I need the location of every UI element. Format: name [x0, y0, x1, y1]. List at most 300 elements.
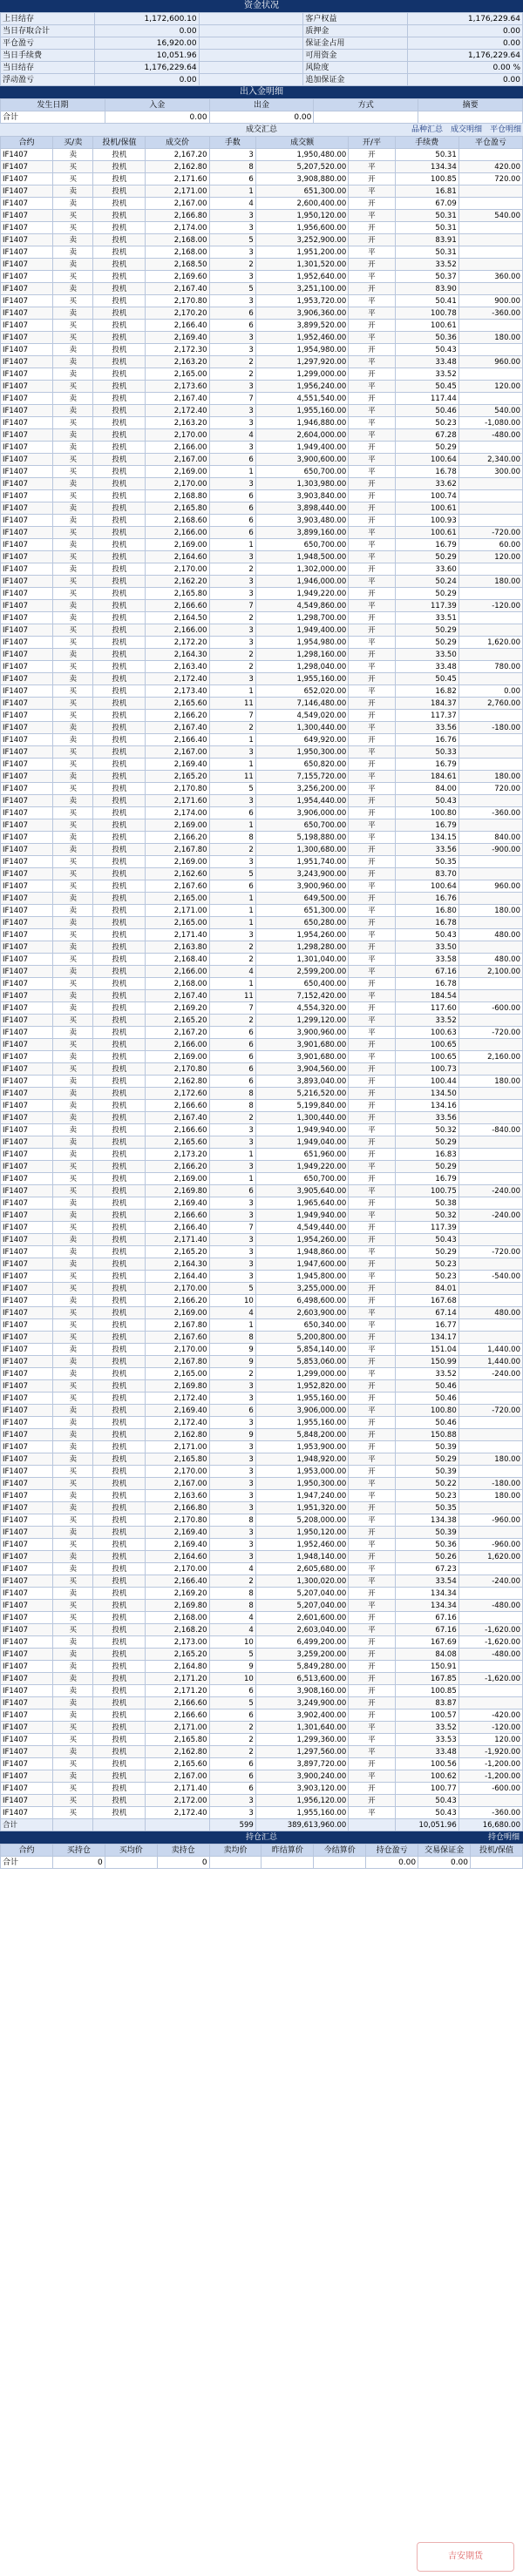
- hold-header: 昨结算价: [262, 1844, 314, 1857]
- trade-row: [1, 1770, 523, 1783]
- trade-cell: 16.77: [395, 1319, 458, 1332]
- trade-row: [1, 356, 523, 368]
- trade-cell: [458, 1502, 522, 1514]
- trade-cell: [458, 588, 522, 600]
- trade-cell: IF1407: [1, 880, 53, 893]
- trade-total-cell: [52, 1819, 93, 1831]
- trade-cell: 4: [209, 429, 255, 442]
- trade-cell: IF1407: [1, 1709, 53, 1722]
- trade-cell: 134.34: [395, 161, 458, 173]
- trade-cell: 167.69: [395, 1636, 458, 1649]
- trade-cell: 投机: [93, 1563, 146, 1575]
- trade-cell: 50.43: [395, 795, 458, 807]
- trade-cell: 3: [209, 637, 255, 649]
- trade-cell: 平: [349, 1307, 395, 1319]
- trade-cell: 投机: [93, 954, 146, 966]
- trade-cell: 卖: [52, 1649, 93, 1661]
- trade-cell: 平: [349, 1563, 395, 1575]
- trade-cell: 33.58: [395, 954, 458, 966]
- trade-cell: 3: [209, 405, 255, 417]
- trade-cell: 平: [349, 1027, 395, 1039]
- trade-cell: 开: [349, 1417, 395, 1429]
- trade-cell: IF1407: [1, 1527, 53, 1539]
- trade-cell: 2,167.20: [146, 149, 209, 161]
- trade-cell: [458, 795, 522, 807]
- trade-cell: 卖: [52, 990, 93, 1002]
- trade-cell: IF1407: [1, 1490, 53, 1502]
- trade-cell: 投机: [93, 1527, 146, 1539]
- trade-total-cell: 389,613,960.00: [255, 1819, 348, 1831]
- trade-cell: 184.37: [395, 698, 458, 710]
- fund-label-2: 风险度: [303, 62, 408, 74]
- trade-row: [1, 819, 523, 832]
- trade-header: 成交价: [146, 137, 209, 149]
- trade-cell: IF1407: [1, 1575, 53, 1588]
- trade-cell: 8: [209, 1588, 255, 1600]
- trade-cell: 买: [52, 1783, 93, 1795]
- trade-cell: 650,700.00: [255, 466, 348, 478]
- trade-cell: 1,948,860.00: [255, 1246, 348, 1258]
- trade-cell: 2,174.00: [146, 807, 209, 819]
- trade-cell: 投机: [93, 307, 146, 320]
- trade-cell: 2,167.00: [146, 454, 209, 466]
- trade-cell: 买: [52, 698, 93, 710]
- trade-cell: 卖: [52, 198, 93, 210]
- trade-cell: 投机: [93, 429, 146, 442]
- fund-value-2: 0.00 %: [408, 62, 523, 74]
- trade-cell: 投机: [93, 990, 146, 1002]
- trade-cell: 1,952,460.00: [255, 1539, 348, 1551]
- trade-cell: [458, 1197, 522, 1210]
- trade-cell: IF1407: [1, 649, 53, 661]
- trade-cell: 3: [209, 1210, 255, 1222]
- trade-row: [1, 929, 523, 941]
- trade-row: [1, 1112, 523, 1124]
- trade-cell: 2,163.20: [146, 417, 209, 429]
- trade-row: [1, 1661, 523, 1673]
- trade-cell: 开: [349, 1636, 395, 1649]
- inout-header: 发生日期: [1, 99, 105, 111]
- trade-cell: 3: [209, 1466, 255, 1478]
- inout-total-cell: 合计: [1, 111, 105, 124]
- fund-row: [1, 13, 523, 25]
- trade-cell: IF1407: [1, 1368, 53, 1380]
- trade-cell: 投机: [93, 1624, 146, 1636]
- trade-cell: 180.00: [458, 905, 522, 917]
- trade-cell: 1,299,000.00: [255, 368, 348, 381]
- trade-cell: 卖: [52, 1527, 93, 1539]
- trade-cell: 1,956,120.00: [255, 1795, 348, 1807]
- trade-cell: 1,300,440.00: [255, 1112, 348, 1124]
- trade-cell: 投机: [93, 1051, 146, 1063]
- fund-value: 1,172,600.10: [94, 13, 199, 25]
- trade-cell: 3,252,900.00: [255, 234, 348, 246]
- trade-cell: IF1407: [1, 673, 53, 685]
- trade-row: [1, 454, 523, 466]
- trade-cell: 4,554,320.00: [255, 1002, 348, 1015]
- trade-cell: 2: [209, 368, 255, 381]
- trade-cell: 1,952,640.00: [255, 271, 348, 283]
- trade-row: [1, 344, 523, 356]
- trade-row: [1, 417, 523, 429]
- trade-cell: 开: [349, 1100, 395, 1112]
- trade-cell: 买: [52, 1319, 93, 1332]
- trade-cell: IF1407: [1, 344, 53, 356]
- inout-table: [0, 98, 523, 124]
- trade-header: 手续费: [395, 137, 458, 149]
- trade-cell: 1,302,000.00: [255, 563, 348, 576]
- trade-cell: 2,171.00: [146, 1722, 209, 1734]
- trade-cell: 2,168.60: [146, 515, 209, 527]
- trade-cell: 投机: [93, 502, 146, 515]
- hold-header: 持仓盈亏: [366, 1844, 418, 1857]
- trade-cell: 2,603,040.00: [255, 1624, 348, 1636]
- trade-cell: 2,171.60: [146, 173, 209, 185]
- trade-cell: 6,513,600.00: [255, 1673, 348, 1685]
- trade-cell: [458, 1234, 522, 1246]
- trade-cell: 6: [209, 173, 255, 185]
- trade-cell: IF1407: [1, 1746, 53, 1758]
- trade-cell: 买: [52, 210, 93, 222]
- trade-row: [1, 832, 523, 844]
- trade-cell: 1,952,460.00: [255, 332, 348, 344]
- trade-cell: 投机: [93, 1258, 146, 1271]
- trade-row: [1, 185, 523, 198]
- trade-cell: 开: [349, 344, 395, 356]
- trade-cell: 平: [349, 210, 395, 222]
- trade-cell: 180.00: [458, 332, 522, 344]
- trade-cell: 投机: [93, 832, 146, 844]
- trade-cell: 投机: [93, 1380, 146, 1393]
- trade-cell: 买: [52, 1600, 93, 1612]
- trade-cell: 3: [209, 1161, 255, 1173]
- trade-cell: 平: [349, 905, 395, 917]
- trade-cell: 卖: [52, 1076, 93, 1088]
- trade-cell: 卖: [52, 283, 93, 295]
- inout-header: 摘要: [418, 99, 523, 111]
- trade-cell: [458, 198, 522, 210]
- trade-cell: IF1407: [1, 1356, 53, 1368]
- trade-cell: 2,168.00: [146, 1612, 209, 1624]
- trade-cell: 1: [209, 1319, 255, 1332]
- fund-label: 浮动盈亏: [1, 74, 95, 86]
- trade-cell: 11: [209, 771, 255, 783]
- trade-summary-links[interactable]: 品种汇总 成交明细 平仓明细: [411, 125, 521, 134]
- trade-cell: 开: [349, 1466, 395, 1478]
- trade-cell: 3: [209, 1258, 255, 1271]
- trade-cell: 2,171.60: [146, 795, 209, 807]
- trade-row: [1, 1258, 523, 1271]
- trade-cell: 2,165.60: [146, 1136, 209, 1149]
- trade-cell: 100.85: [395, 173, 458, 185]
- trade-cell: 投机: [93, 710, 146, 722]
- fund-label-2: 质押金: [303, 25, 408, 37]
- trade-cell: 买: [52, 929, 93, 941]
- trade-cell: 投机: [93, 795, 146, 807]
- trade-cell: IF1407: [1, 454, 53, 466]
- trade-cell: 2,169.00: [146, 466, 209, 478]
- trade-cell: 1,620.00: [458, 637, 522, 649]
- trade-cell: 买: [52, 1015, 93, 1027]
- trade-cell: 1,965,640.00: [255, 1197, 348, 1210]
- trade-cell: IF1407: [1, 1210, 53, 1222]
- trade-row: [1, 1466, 523, 1478]
- trade-cell: 3: [209, 222, 255, 234]
- trade-cell: 投机: [93, 1453, 146, 1466]
- trade-cell: 184.61: [395, 771, 458, 783]
- trade-cell: 开: [349, 222, 395, 234]
- trade-cell: 120.00: [458, 1734, 522, 1746]
- fund-value: 0.00: [94, 25, 199, 37]
- trade-row: [1, 1502, 523, 1514]
- trade-cell: 150.88: [395, 1429, 458, 1441]
- trade-cell: [458, 917, 522, 929]
- trade-cell: IF1407: [1, 1076, 53, 1088]
- trade-cell: 3,900,240.00: [255, 1770, 348, 1783]
- trade-cell: 开: [349, 1551, 395, 1563]
- trade-cell: 100.65: [395, 1051, 458, 1063]
- trade-cell: IF1407: [1, 1100, 53, 1112]
- trade-cell: 卖: [52, 1697, 93, 1709]
- trade-cell: 1,951,200.00: [255, 246, 348, 259]
- trade-cell: IF1407: [1, 1673, 53, 1685]
- trade-cell: 2,167.40: [146, 393, 209, 405]
- trade-cell: 买: [52, 868, 93, 880]
- trade-cell: 5: [209, 283, 255, 295]
- trade-cell: 开: [349, 673, 395, 685]
- trade-cell: 2,171.20: [146, 1673, 209, 1685]
- trade-cell: 2,169.40: [146, 332, 209, 344]
- trade-cell: 67.23: [395, 1563, 458, 1575]
- trade-cell: 3,893,040.00: [255, 1076, 348, 1088]
- trade-cell: [458, 868, 522, 880]
- trade-cell: 650,700.00: [255, 539, 348, 551]
- trade-cell: IF1407: [1, 1795, 53, 1807]
- trade-row: [1, 1307, 523, 1319]
- trade-cell: 3,903,840.00: [255, 490, 348, 502]
- trade-cell: 50.31: [395, 222, 458, 234]
- trade-cell: 卖: [52, 905, 93, 917]
- trade-cell: 平: [349, 929, 395, 941]
- trade-cell: 2,169.80: [146, 1185, 209, 1197]
- trade-cell: 平: [349, 1722, 395, 1734]
- trade-cell: 1,953,720.00: [255, 295, 348, 307]
- trade-cell: 卖: [52, 1441, 93, 1453]
- trade-cell: 卖: [52, 356, 93, 368]
- trade-cell: 1,946,880.00: [255, 417, 348, 429]
- trade-cell: 2,166.00: [146, 966, 209, 978]
- trade-cell: 8: [209, 1100, 255, 1112]
- trade-cell: IF1407: [1, 1015, 53, 1027]
- trade-cell: IF1407: [1, 1283, 53, 1295]
- trade-cell: 100.63: [395, 1027, 458, 1039]
- trade-row: [1, 1076, 523, 1088]
- trade-row: [1, 1539, 523, 1551]
- trade-cell: 开: [349, 1295, 395, 1307]
- trade-cell: 8: [209, 1600, 255, 1612]
- trade-cell: 100.61: [395, 502, 458, 515]
- trade-cell: 16.81: [395, 185, 458, 198]
- trade-cell: 卖: [52, 1685, 93, 1697]
- trade-cell: IF1407: [1, 161, 53, 173]
- trade-cell: 3: [209, 551, 255, 563]
- trade-cell: 50.39: [395, 1441, 458, 1453]
- trade-cell: 投机: [93, 1100, 146, 1112]
- trade-cell: 卖: [52, 1709, 93, 1722]
- trade-cell: 投机: [93, 1234, 146, 1246]
- fund-label-2: 保证金占用: [303, 37, 408, 50]
- trade-cell: 1,952,820.00: [255, 1380, 348, 1393]
- trade-cell: 投机: [93, 1222, 146, 1234]
- trade-cell: 投机: [93, 198, 146, 210]
- trade-cell: IF1407: [1, 941, 53, 954]
- trade-row: [1, 710, 523, 722]
- trade-cell: 7,146,480.00: [255, 698, 348, 710]
- trade-cell: 2,165.00: [146, 368, 209, 381]
- trade-cell: 2,172.60: [146, 1088, 209, 1100]
- trade-cell: 开: [349, 1673, 395, 1685]
- trade-cell: 1,298,160.00: [255, 649, 348, 661]
- trade-cell: IF1407: [1, 1088, 53, 1100]
- trade-cell: 开: [349, 710, 395, 722]
- trade-row: [1, 1380, 523, 1393]
- trade-row: [1, 515, 523, 527]
- trade-cell: 2: [209, 722, 255, 734]
- trade-row: [1, 1222, 523, 1234]
- trade-cell: 投机: [93, 1356, 146, 1368]
- trade-cell: 投机: [93, 1709, 146, 1722]
- trade-row: [1, 1649, 523, 1661]
- trade-cell: 投机: [93, 1490, 146, 1502]
- trade-cell: 100.80: [395, 1405, 458, 1417]
- trade-row: [1, 271, 523, 283]
- trade-cell: 投机: [93, 1429, 146, 1441]
- trade-cell: 开: [349, 1149, 395, 1161]
- trade-cell: 480.00: [458, 954, 522, 966]
- trade-cell: 2,168.50: [146, 259, 209, 271]
- trade-cell: 投机: [93, 478, 146, 490]
- trade-cell: 2,100.00: [458, 966, 522, 978]
- trade-cell: 2,165.00: [146, 893, 209, 905]
- trade-row: [1, 368, 523, 381]
- trade-cell: 平: [349, 1161, 395, 1173]
- inout-total-cell: [418, 111, 523, 124]
- fund-value: 10,051.96: [94, 50, 199, 62]
- trade-cell: 买: [52, 1039, 93, 1051]
- trade-cell: -180.00: [458, 1478, 522, 1490]
- trade-cell: 买: [52, 271, 93, 283]
- fund-status-title: 资金状况: [0, 0, 523, 12]
- hold-total-cell: [105, 1857, 157, 1869]
- trade-cell: 2,170.80: [146, 295, 209, 307]
- trade-cell: 5,849,280.00: [255, 1661, 348, 1673]
- trade-cell: 买: [52, 466, 93, 478]
- trade-cell: 4,549,440.00: [255, 1222, 348, 1234]
- trade-cell: 开: [349, 1502, 395, 1514]
- holding-detail-link[interactable]: 持仓明细: [487, 1833, 520, 1842]
- trade-cell: 33.50: [395, 941, 458, 954]
- trade-cell: IF1407: [1, 807, 53, 819]
- trade-cell: 开: [349, 807, 395, 819]
- trade-cell: 1,954,980.00: [255, 637, 348, 649]
- fund-value-2: 0.00: [408, 74, 523, 86]
- trade-row: [1, 1015, 523, 1027]
- trade-cell: 50.45: [395, 381, 458, 393]
- trade-cell: 960.00: [458, 356, 522, 368]
- trade-cell: 2,171.00: [146, 905, 209, 917]
- trade-cell: 50.32: [395, 1210, 458, 1222]
- trade-row: [1, 759, 523, 771]
- fund-spacer: [199, 37, 303, 50]
- trade-row: [1, 295, 523, 307]
- trade-cell: IF1407: [1, 783, 53, 795]
- trade-cell: IF1407: [1, 307, 53, 320]
- trade-cell: 151.04: [395, 1344, 458, 1356]
- trade-cell: 3: [209, 1490, 255, 1502]
- trade-cell: 7,152,420.00: [255, 990, 348, 1002]
- trade-cell: 开: [349, 1112, 395, 1124]
- trade-cell: 开: [349, 941, 395, 954]
- trade-cell: 83.91: [395, 234, 458, 246]
- trade-cell: [458, 1661, 522, 1673]
- trade-cell: -480.00: [458, 1649, 522, 1661]
- trade-cell: 2,170.00: [146, 429, 209, 442]
- trade-cell: [458, 1612, 522, 1624]
- trade-cell: 卖: [52, 1661, 93, 1673]
- trade-cell: [458, 563, 522, 576]
- trade-cell: 开: [349, 442, 395, 454]
- trade-cell: 67.16: [395, 1612, 458, 1624]
- trade-cell: 2,166.20: [146, 710, 209, 722]
- trade-cell: 50.43: [395, 929, 458, 941]
- trade-cell: -240.00: [458, 1210, 522, 1222]
- trade-cell: 2,169.40: [146, 1405, 209, 1417]
- trade-cell: 2,162.80: [146, 1746, 209, 1758]
- trade-cell: 2,170.00: [146, 478, 209, 490]
- trade-cell: 2: [209, 259, 255, 271]
- trade-cell: [458, 990, 522, 1002]
- trade-cell: 1,440.00: [458, 1356, 522, 1368]
- trade-cell: 2,172.20: [146, 637, 209, 649]
- trade-cell: 2: [209, 1575, 255, 1588]
- trade-cell: 卖: [52, 246, 93, 259]
- trade-cell: 33.53: [395, 1734, 458, 1746]
- trade-cell: 3,243,900.00: [255, 868, 348, 880]
- trade-cell: IF1407: [1, 1039, 53, 1051]
- trade-cell: 1,950,480.00: [255, 149, 348, 161]
- trade-cell: 100.56: [395, 1758, 458, 1770]
- trade-cell: -360.00: [458, 1807, 522, 1819]
- trade-cell: 卖: [52, 966, 93, 978]
- trade-cell: [458, 978, 522, 990]
- trade-cell: 平: [349, 1600, 395, 1612]
- trade-cell: 平: [349, 551, 395, 563]
- trade-cell: 3,903,480.00: [255, 515, 348, 527]
- trade-cell: 投机: [93, 356, 146, 368]
- trade-cell: [458, 246, 522, 259]
- trade-cell: 5: [209, 1283, 255, 1295]
- trade-cell: 134.17: [395, 1332, 458, 1344]
- trade-cell: 83.70: [395, 868, 458, 880]
- trade-cell: 卖: [52, 368, 93, 381]
- trade-cell: 650,400.00: [255, 978, 348, 990]
- trade-row: [1, 978, 523, 990]
- trade-cell: 300.00: [458, 466, 522, 478]
- trade-cell: [458, 1161, 522, 1173]
- trade-cell: 卖: [52, 1246, 93, 1258]
- trade-cell: 投机: [93, 1539, 146, 1551]
- trade-row: [1, 734, 523, 746]
